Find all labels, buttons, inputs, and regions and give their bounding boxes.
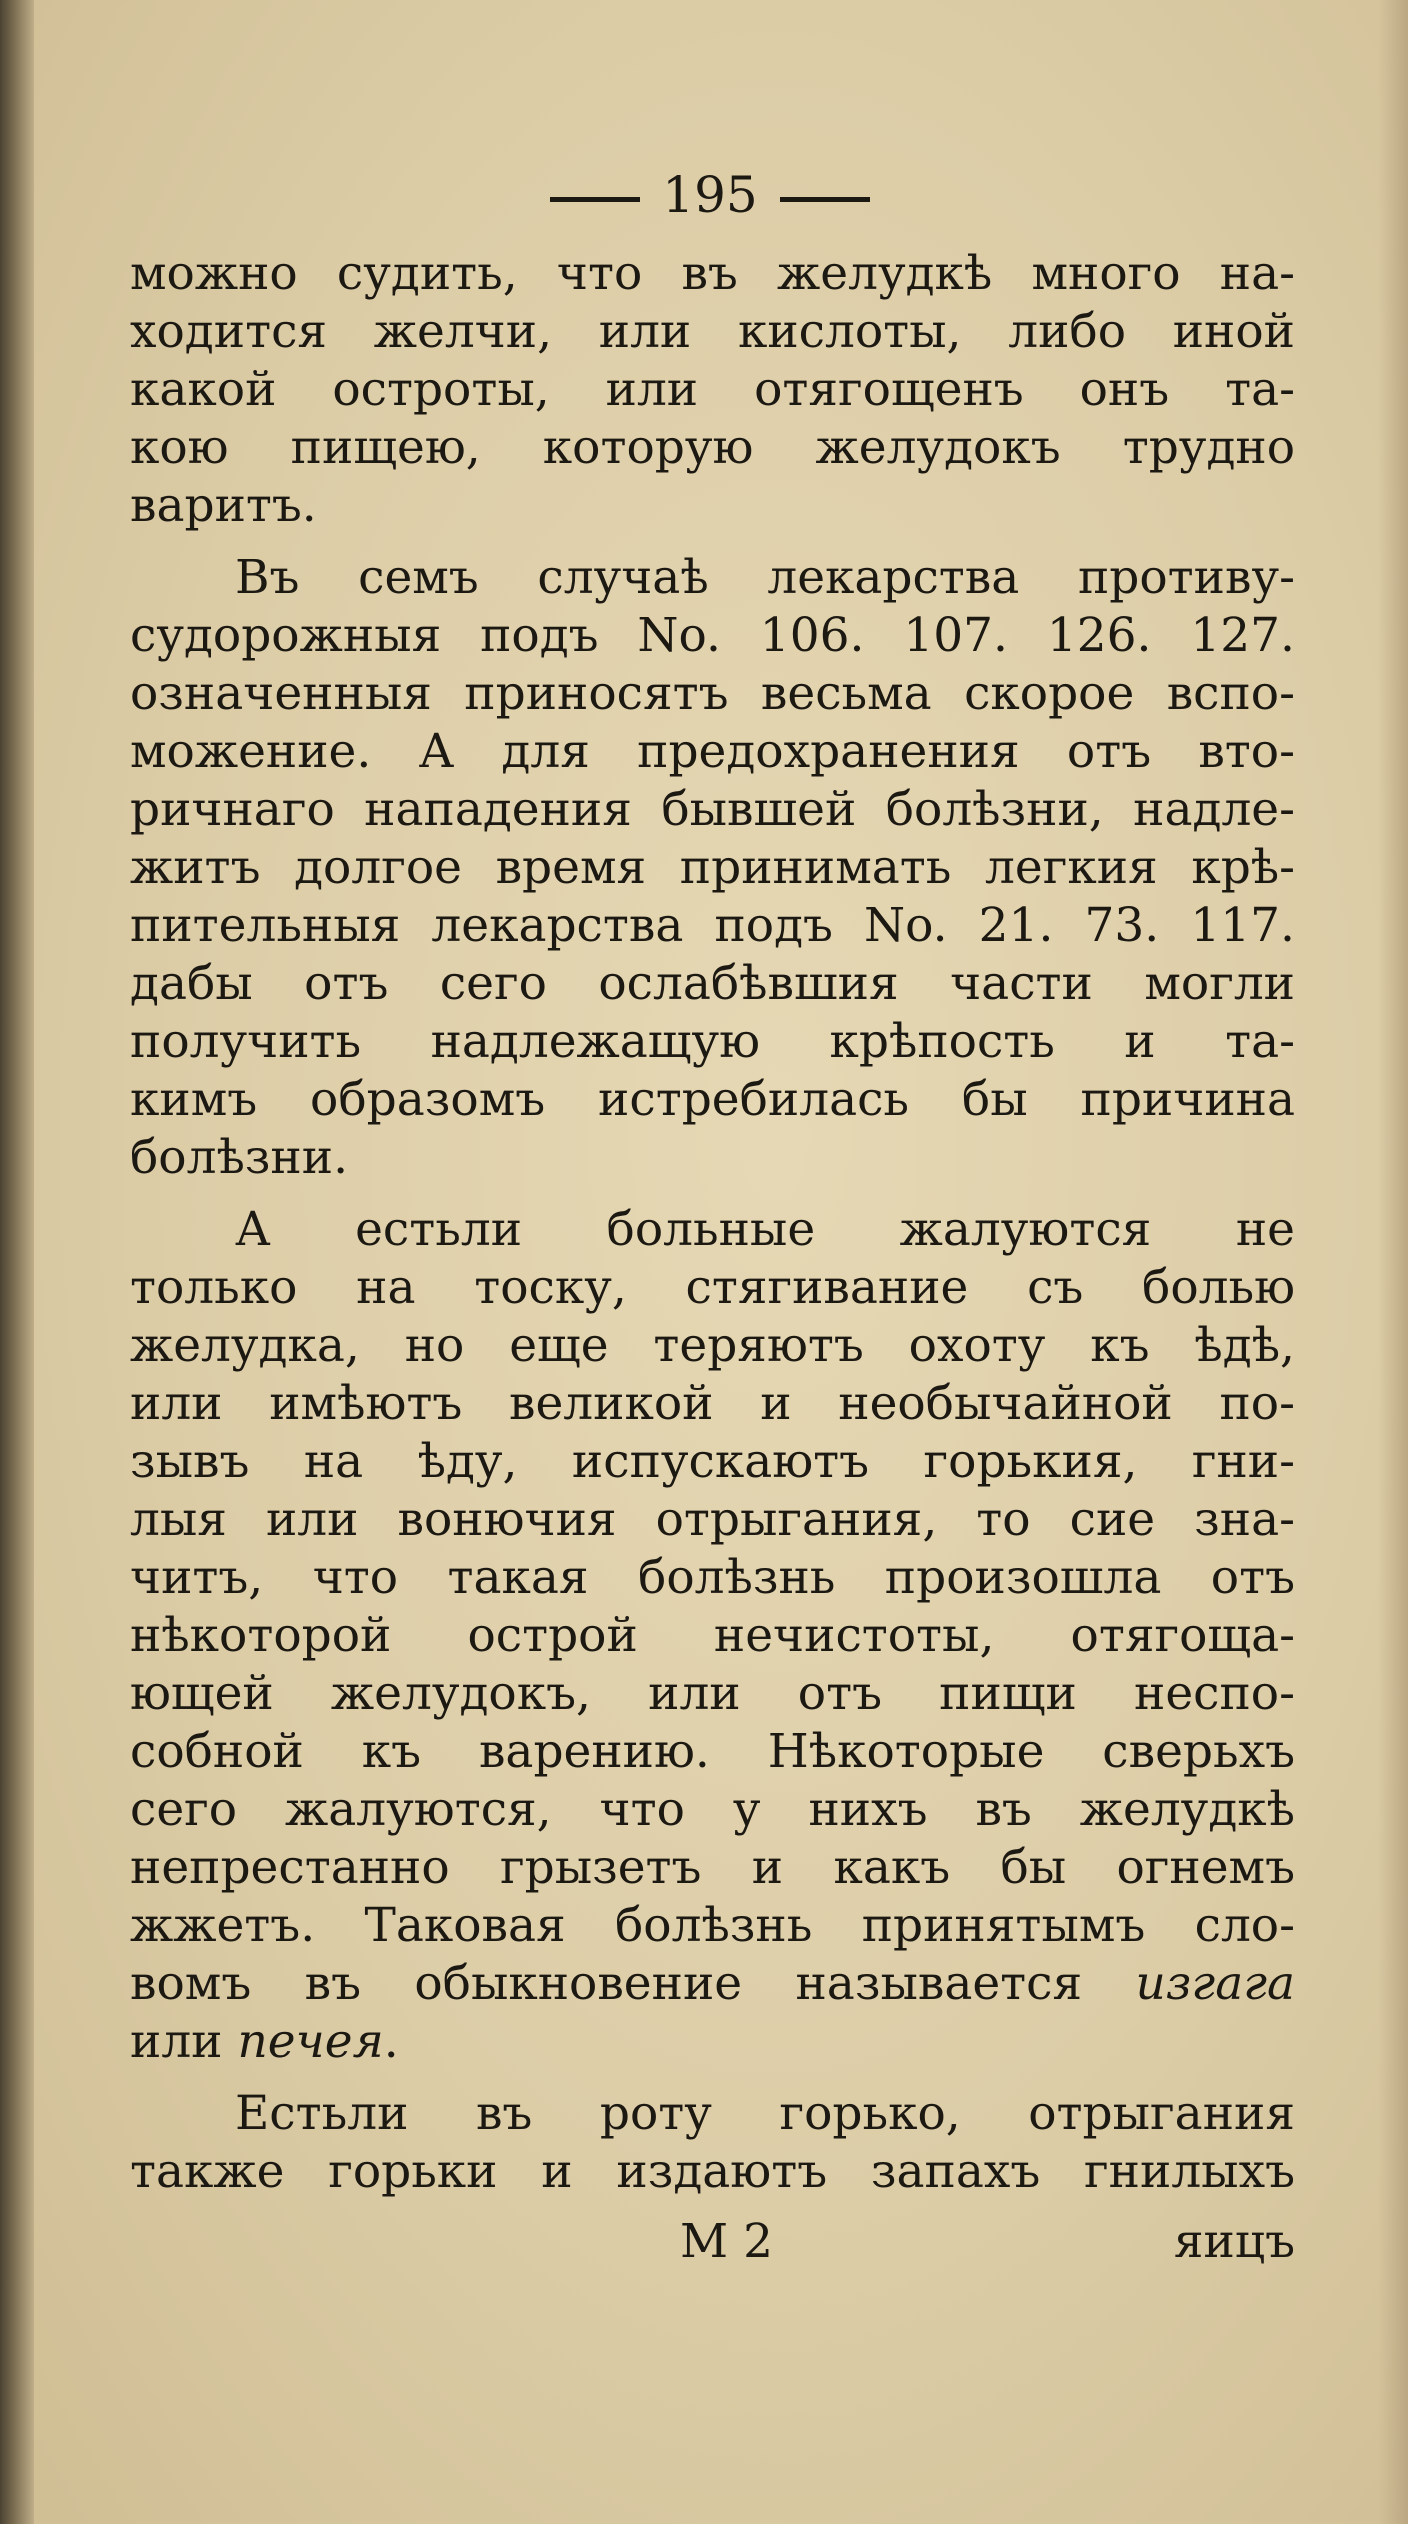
text-line: болѣзни.: [130, 1130, 349, 1185]
text-line: нѣкоторой острой нечистоты, отягоща-: [130, 1608, 1295, 1663]
page-gutter-shadow: [0, 0, 34, 2524]
catchword: яицъ: [1173, 2214, 1295, 2269]
text-line: собной къ варению. Нѣкоторые сверьхъ: [130, 1724, 1295, 1779]
text-line: варитъ.: [130, 478, 317, 533]
text-fragment: .: [383, 2014, 399, 2069]
paragraph-2: [130, 549, 1295, 1187]
text-line: А естьли больные жалуются не: [235, 1202, 1295, 1257]
page-header: [130, 160, 1290, 230]
text-line: пительныя лекарства подъ No. 21. 73. 117.: [130, 898, 1295, 953]
signature-mark: М 2: [680, 2214, 773, 2269]
text-line: ходится желчи, или кислоты, либо иной: [130, 304, 1295, 359]
page-edge-shading: [1378, 0, 1408, 2524]
page-number: 195: [662, 166, 758, 224]
text-line: также горьки и издаютъ запахъ гнилыхъ: [130, 2144, 1295, 2199]
text-line: желудка, но еще теряютъ охоту къ ѣдѣ,: [130, 1318, 1295, 1373]
text-line: только на тоску, стягивание съ болью: [130, 1260, 1295, 1315]
text-line: ричнаго нападения бывшей болѣзни, надле-: [130, 782, 1295, 837]
text-line: читъ, что такая болѣзнь произошла отъ: [130, 1550, 1295, 1605]
text-line: непрестанно грызетъ и какъ бы огнемъ: [130, 1840, 1295, 1895]
text-line: можение. А для предохранения отъ вто-: [130, 724, 1295, 779]
text-line: судорожныя подъ No. 106. 107. 126. 127.: [130, 608, 1295, 663]
header-dash-left: [550, 197, 640, 202]
paragraph-4: [130, 2085, 1295, 2201]
text-line: кою пищею, которую желудокъ трудно: [130, 420, 1295, 475]
text-line: сего жалуются, что у нихъ въ желудкѣ: [130, 1782, 1295, 1837]
text-line: означенныя приносятъ весьма скорое вспо-: [130, 666, 1295, 721]
text-line: зывъ на ѣду, испускаютъ горькия, гни-: [130, 1434, 1295, 1489]
body-text: [130, 245, 1295, 2201]
text-fragment: вомъ въ обыкновение называется: [130, 1956, 1083, 2011]
text-line: дабы отъ сего ослабѣвшия части могли: [130, 956, 1295, 1011]
text-line: какой остроты, или отягощенъ онъ та-: [130, 362, 1295, 417]
text-line: кимъ образомъ истребилась бы причина: [130, 1072, 1295, 1127]
page-footer: [130, 2212, 1295, 2272]
text-line-with-italic: [130, 1955, 1295, 2013]
text-line-with-italic: [130, 2013, 1295, 2071]
text-line: жжетъ. Таковая болѣзнь принятымъ сло-: [130, 1898, 1295, 1953]
text-line: или имѣютъ великой и необычайной по-: [130, 1376, 1295, 1431]
italic-term: печея: [237, 2014, 384, 2069]
text-line: получить надлежащую крѣпость и та-: [130, 1014, 1295, 1069]
paragraph-3: [130, 1201, 1295, 2071]
header-dash-right: [780, 197, 870, 202]
text-line: Въ семъ случаѣ лекарства противу-: [235, 550, 1295, 605]
text-fragment: или: [130, 2014, 223, 2069]
italic-term: изгага: [1135, 1956, 1295, 2011]
text-line: Естьли въ роту горько, отрыгания: [235, 2086, 1295, 2141]
text-line: лыя или вонючия отрыгания, то сие зна-: [130, 1492, 1295, 1547]
text-line: житъ долгое время принимать легкия крѣ-: [130, 840, 1295, 895]
paragraph-1: [130, 245, 1295, 535]
text-line: можно судить, что въ желудкѣ много на-: [130, 246, 1295, 301]
text-line: ющей желудокъ, или отъ пищи неспо-: [130, 1666, 1295, 1721]
